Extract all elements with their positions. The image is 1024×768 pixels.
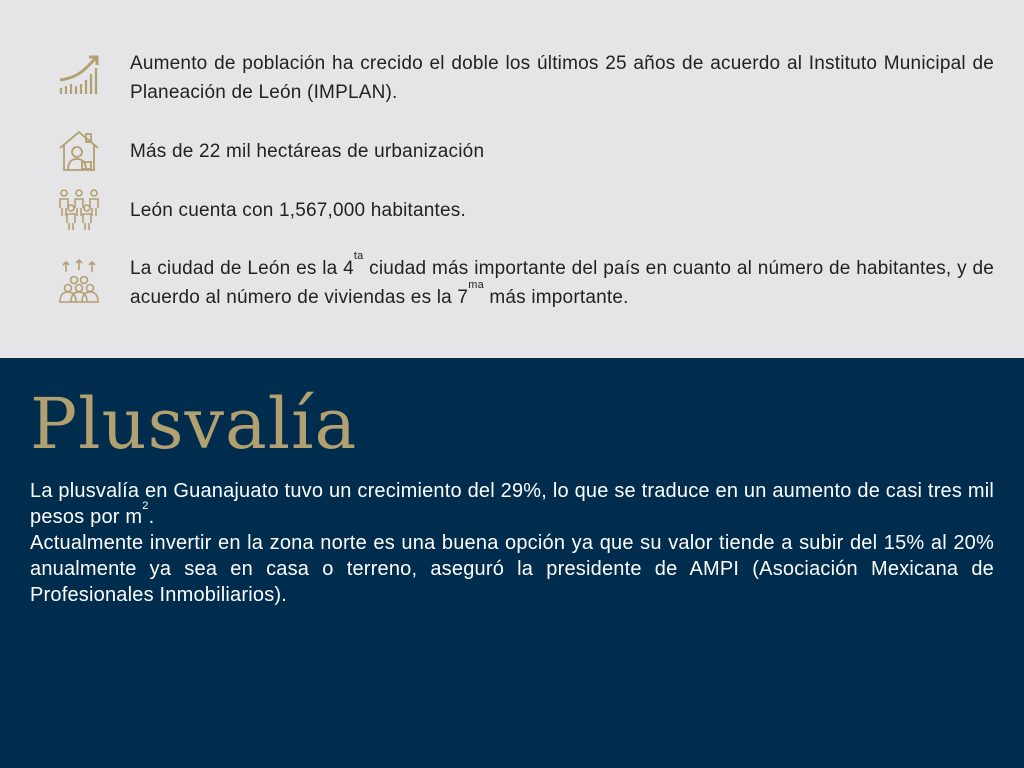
plusvalia-text-1: La plusvalía en Guanajuato tuvo un crecimiento del 29%, lo que se traduce en un aumento de casi tres mil pesos por m	[30, 480, 994, 528]
ranking-sup-b: ma	[468, 279, 484, 291]
ranking-text-b: ciudad más importante del país en cuanto al número de habitantes, y de acuerdo al número de viviendas es la 7	[130, 258, 995, 308]
plusvalia-title: Plusvalía	[30, 383, 358, 465]
people-group-icon	[56, 186, 102, 232]
hectares-text: Más de 22 mil hectáreas de urbanización	[130, 141, 485, 162]
city-ranking-text	[130, 250, 995, 312]
inhabitants-text: León cuenta con 1,567,000 habitantes.	[130, 200, 466, 221]
plusvalia-paragraph	[30, 478, 994, 608]
plusvalia-text-2: Actualmente invertir en la zona norte es una buena opción ya que su valor tiende a subir del 15% al 20% anualmente ya sea en casa o terreno, aseguró la presidente de AMPI (Asociación Mexicana de Profesionales Inmobiliarios).	[30, 532, 994, 606]
crowd-arrows-icon	[56, 258, 102, 304]
ranking-text-c: más importante.	[483, 287, 629, 308]
house-person-icon	[56, 128, 102, 174]
population-growth-text: Aumento de población ha crecido el doble los últimos 25 años de acuerdo al Instituto Municipal de Planeación de León (IMPLAN).	[130, 53, 994, 103]
ranking-sup-a: ta	[353, 250, 364, 262]
ranking-text-a: La ciudad de León es la 4	[130, 258, 354, 279]
plusvalia-sup: 2	[142, 500, 149, 512]
growth-chart-icon	[56, 52, 102, 98]
stats-section	[0, 0, 1024, 358]
plusvalia-text-1b: .	[148, 506, 155, 528]
